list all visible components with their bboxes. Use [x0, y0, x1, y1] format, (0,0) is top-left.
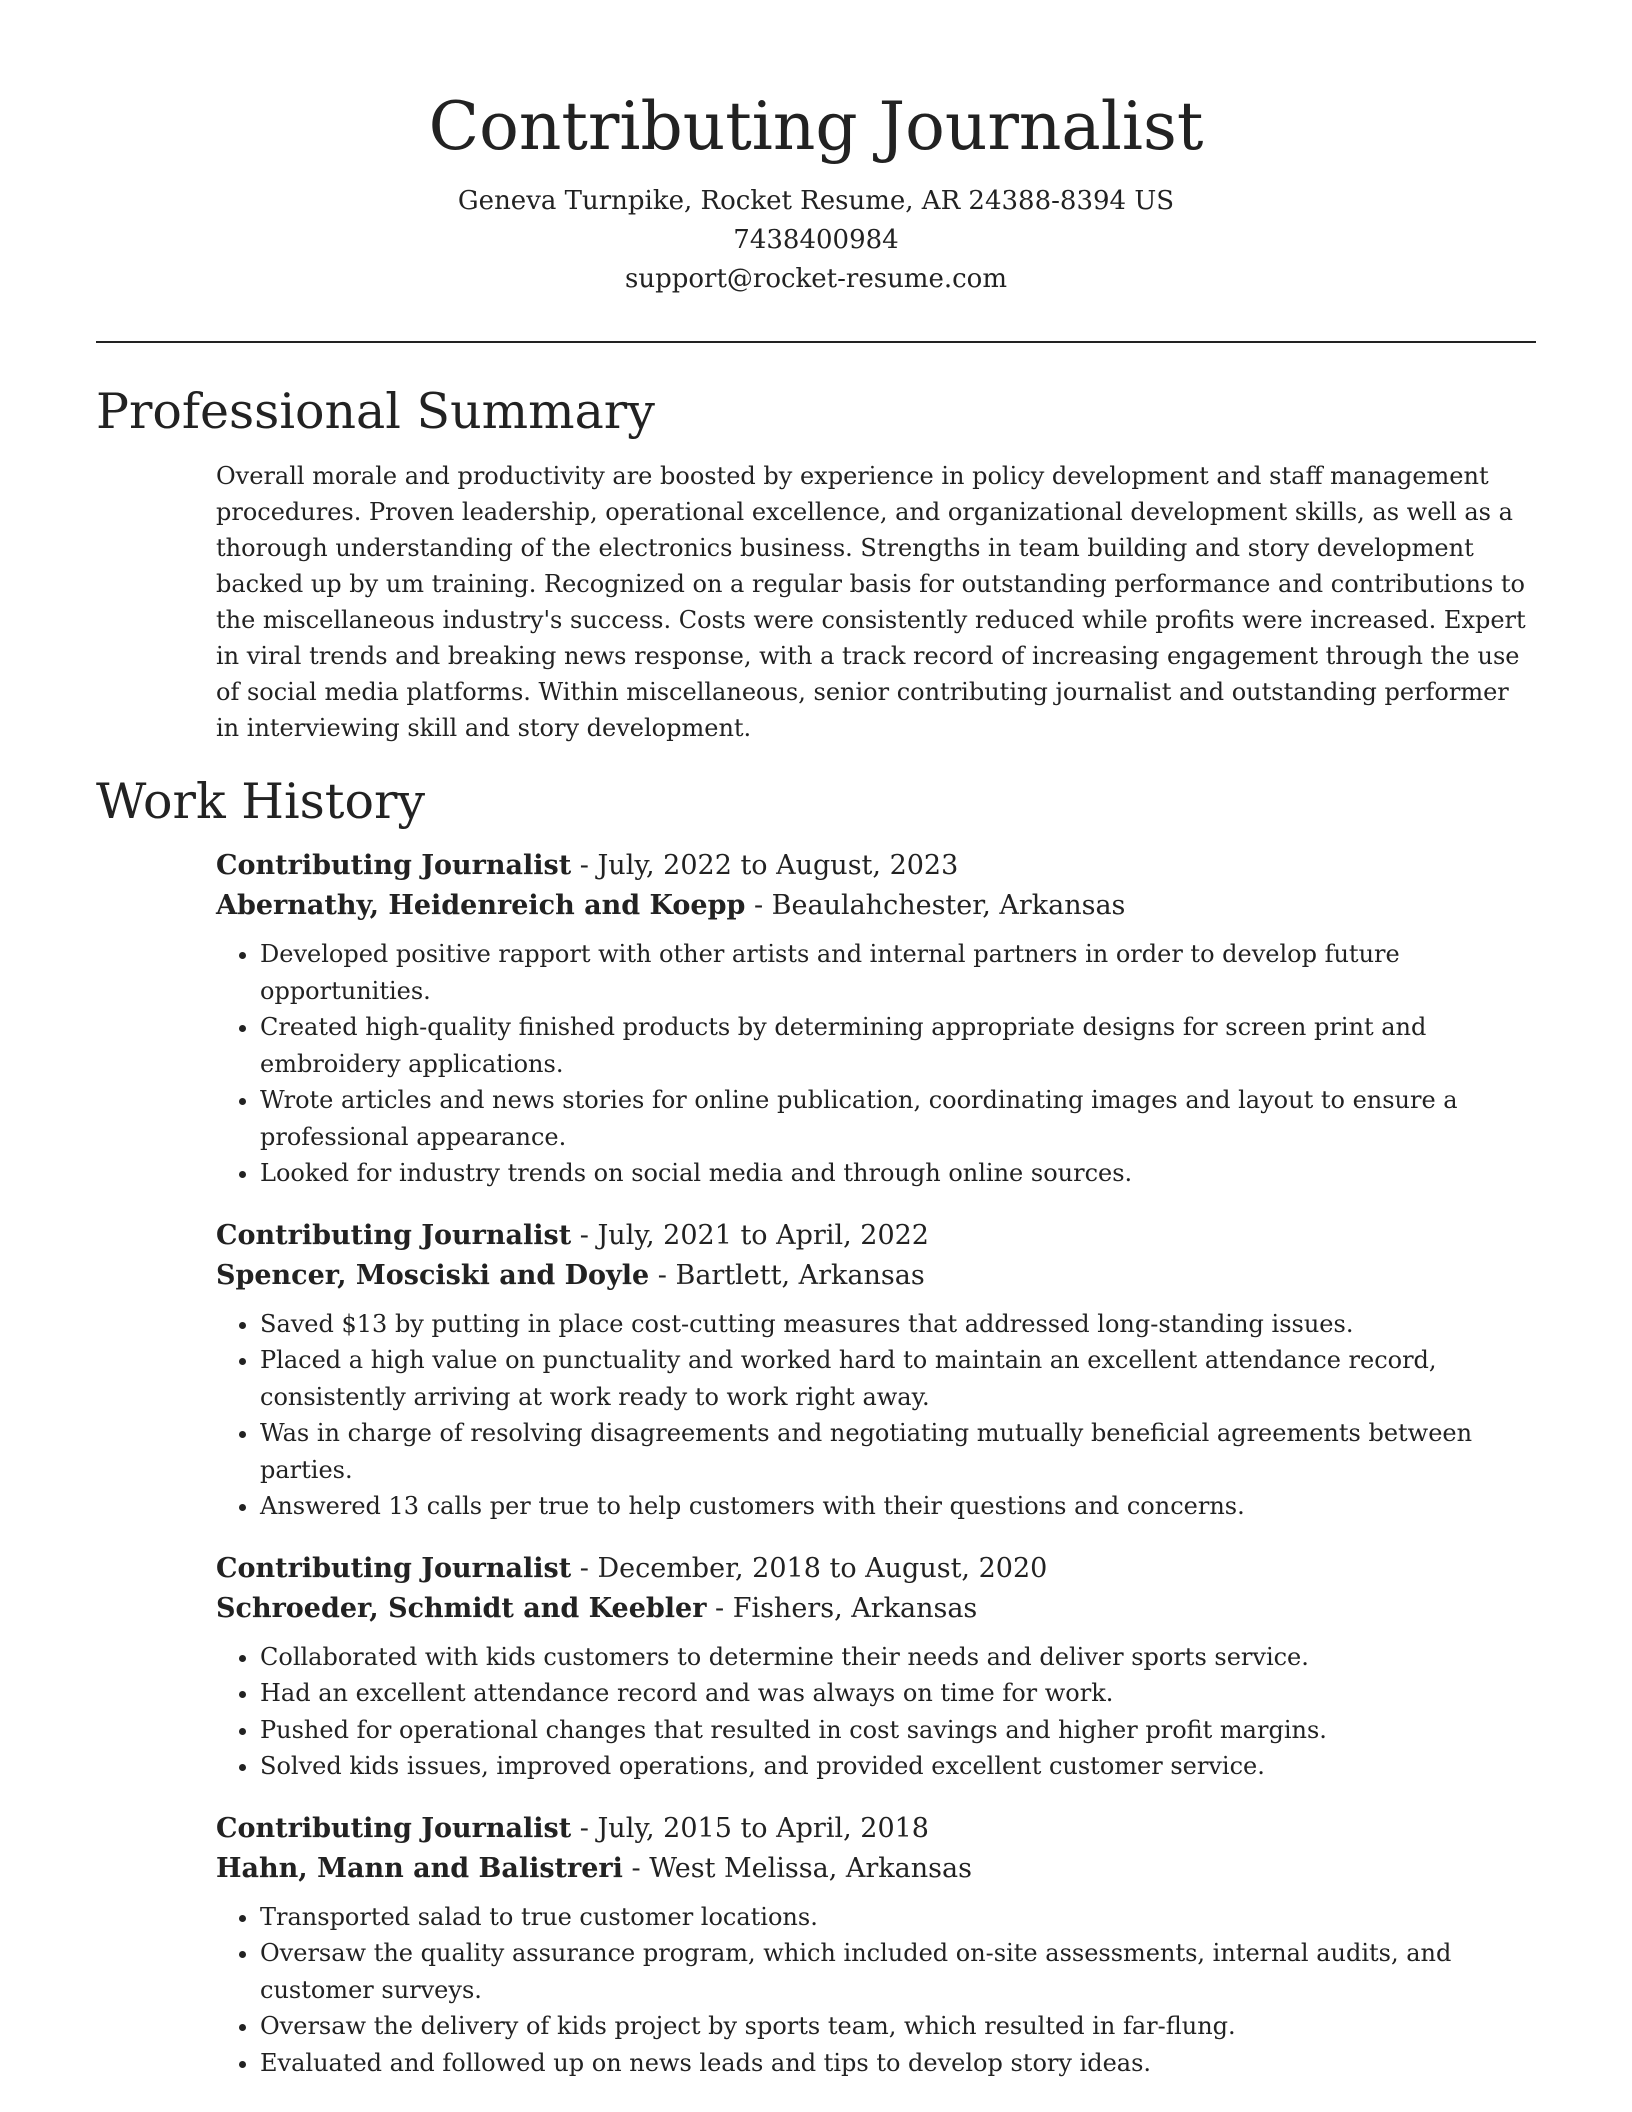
job-bullets	[216, 1639, 1536, 1785]
job-bullet: • Transported salad to true customer locations.	[260, 1899, 1536, 1936]
job-location: - Fishers, Arkansas	[706, 1592, 978, 1624]
job-bullet: • Saved $13 by putting in place cost-cutting measures that addressed long-standing issues.	[260, 1306, 1536, 1343]
job-title-line	[216, 1809, 1536, 1849]
job-bullets	[216, 1899, 1536, 2082]
job-bullet: • Evaluated and followed up on news leads and tips to develop story ideas.	[260, 2045, 1536, 2082]
job-bullet: • Collaborated with kids customers to determine their needs and deliver sports service.	[260, 1639, 1536, 1676]
header-divider	[96, 341, 1536, 343]
job-entry	[216, 1549, 1536, 1785]
job-company-line	[216, 1256, 1536, 1296]
job-role: Contributing Journalist	[216, 1552, 572, 1584]
job-role: Contributing Journalist	[216, 1219, 572, 1251]
job-bullets	[216, 1306, 1536, 1525]
job-bullet: • Developed positive rapport with other artists and internal partners in order to develop future opportunities.	[260, 936, 1536, 1009]
job-title-line	[216, 1549, 1536, 1589]
contact-phone: 7438400984	[733, 225, 899, 255]
job-location: - Bartlett, Arkansas	[649, 1259, 925, 1291]
job-bullet: • Placed a high value on punctuality and worked hard to maintain an excellent attendance record, consistently arriving at work ready to work right away.	[260, 1342, 1536, 1415]
job-company: Spencer, Mosciski and Doyle	[216, 1259, 650, 1291]
job-bullets	[216, 936, 1536, 1192]
job-entry	[216, 846, 1536, 1192]
job-bullet: • Looked for industry trends on social media and through online sources.	[260, 1155, 1536, 1192]
job-bullet: • Was in charge of resolving disagreements and negotiating mutually beneficial agreements between parties.	[260, 1415, 1536, 1488]
job-company: Schroeder, Schmidt and Keebler	[216, 1592, 707, 1624]
job-dates: - December, 2018 to August, 2020	[571, 1552, 1048, 1584]
resume-body	[96, 380, 1536, 2105]
job-location: - West Melissa, Arkansas	[622, 1852, 972, 1884]
job-company: Hahn, Mann and Balistreri	[216, 1852, 623, 1884]
job-company-line	[216, 886, 1536, 926]
job-title-line	[216, 1216, 1536, 1256]
work-history-heading: Work History	[96, 773, 426, 830]
job-dates: - July, 2021 to April, 2022	[571, 1219, 929, 1251]
job-bullet: • Created high-quality finished products by determining appropriate designs for screen print and embroidery applications.	[260, 1009, 1536, 1082]
resume-header	[0, 0, 1632, 299]
job-list	[216, 846, 1536, 2081]
contact-block	[0, 182, 1632, 299]
summary-text: Overall morale and productivity are boosted by experience in policy development and staff management procedures. Proven leadership, operational excellence, and organizational development skills, as well as a thorough understanding of the electronics business. Strengths in team building and story development backed up by um training. Recognized on a regular basis for outstanding performance and contributions to the miscellaneous industry's success. Costs were consistently reduced while profits were increased. Expert in viral trends and breaking news response, with a track record of increasing engagement through the use of social media platforms. Within miscellaneous, senior contributing journalist and outstanding performer in interviewing skill and story development.	[216, 462, 1526, 742]
job-dates: - July, 2022 to August, 2023	[571, 850, 959, 881]
job-bullet: • Had an excellent attendance record and was always on time for work.	[260, 1675, 1536, 1712]
job-role: Contributing Journalist	[216, 1812, 572, 1844]
job-bullet: • Pushed for operational changes that resulted in cost savings and higher profit margins.	[260, 1712, 1536, 1749]
job-dates: - July, 2015 to April, 2018	[571, 1812, 929, 1844]
job-bullet: • Answered 13 calls per true to help customers with their questions and concerns.	[260, 1488, 1536, 1525]
job-entry	[216, 1809, 1536, 2082]
job-bullet: • Wrote articles and news stories for online publication, coordinating images and layout to ensure a professional appearance.	[260, 1082, 1536, 1155]
job-company-line	[216, 1589, 1536, 1629]
job-bullet: • Solved kids issues, improved operations, and provided excellent customer service.	[260, 1748, 1536, 1785]
job-bullet: • Oversaw the quality assurance program, which included on-site assessments, internal audits, and customer surveys.	[260, 1935, 1536, 2008]
job-role: Contributing Journalist	[216, 850, 572, 881]
resume-name: Contributing Journalist	[428, 88, 1204, 165]
contact-email: support@rocket-resume.com	[624, 264, 1007, 294]
job-company-line	[216, 1849, 1536, 1889]
summary-heading: Professional Summary	[96, 383, 655, 440]
job-location: - Beaulahchester, Arkansas	[745, 890, 1126, 921]
contact-address: Geneva Turnpike, Rocket Resume, AR 24388-8394 US	[457, 186, 1175, 216]
job-bullet: • Oversaw the delivery of kids project by sports team, which resulted in far-flung.	[260, 2008, 1536, 2045]
job-entry	[216, 1216, 1536, 1525]
job-company: Abernathy, Heidenreich and Koepp	[216, 890, 746, 921]
job-title-line	[216, 846, 1536, 886]
